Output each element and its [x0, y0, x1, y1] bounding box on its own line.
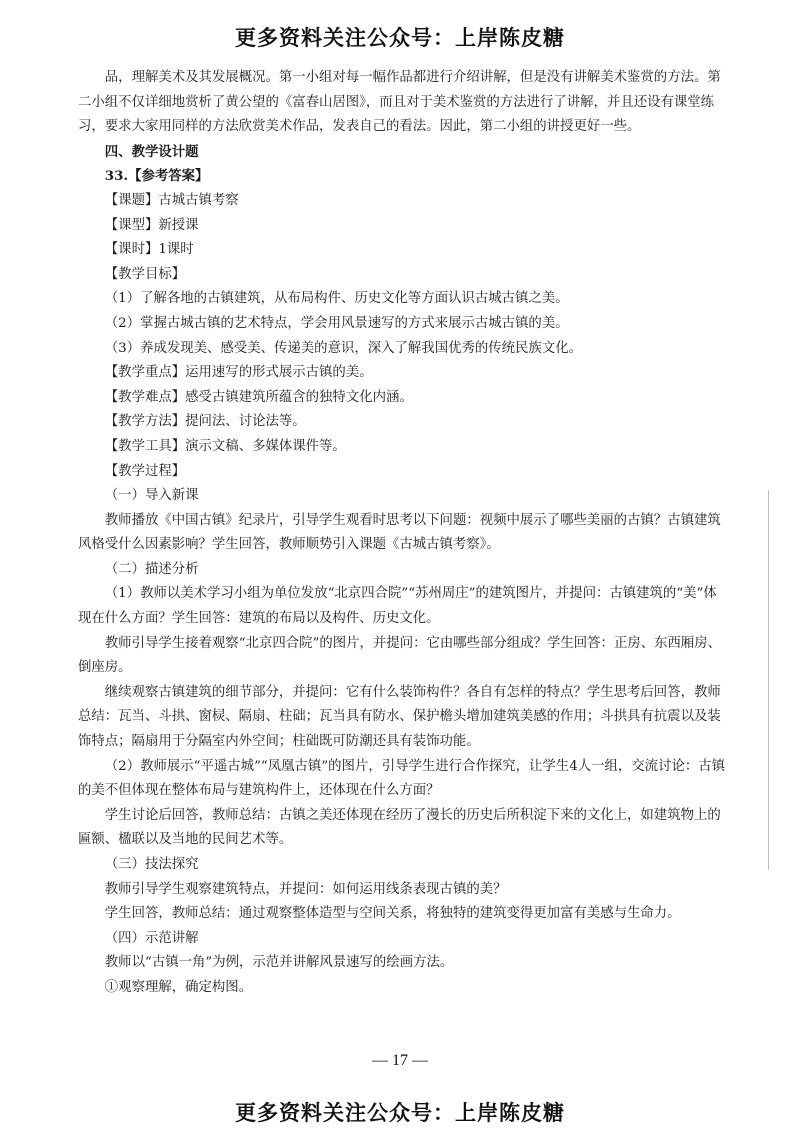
- step-heading: （二）描述分析: [104, 561, 199, 577]
- banner-bottom: 更多资料关注公众号：上岸陈皮糖: [235, 1101, 565, 1125]
- difficult-point: 【教学难点】感受古镇建筑所蕴含的独特文化内涵。: [104, 389, 413, 405]
- scan-artifact-line: [768, 490, 769, 870]
- objective-item: （2）掌握古城古镇的艺术特点，学会用风景速写的方式来展示古城古镇的美。: [104, 315, 569, 331]
- paragraph: （1）教师以美术学习小组为单位发放“北京四合院”“苏州周庄”的建筑图片，并提问：古镇建筑的“美”体现在什么方面？学生回答：建筑的布局以及构件、历史文化。: [78, 586, 717, 627]
- paragraph: 继续观察古镇建筑的细节部分，并提问：它有什么装饰构件？各自有怎样的特点？学生思考后回答，教师总结：瓦当、斗拱、窗棂、隔扇、柱础；瓦当具有防水、保护檐头增加建筑美感的作用；斗拱具有抗震以及装饰特点；隔扇用于分隔室内外空间；柱础既可防潮还具有装饰功能。: [78, 684, 721, 750]
- lesson-topic: 【课题】古城古镇考察: [104, 192, 239, 208]
- paragraph: 品，理解美术及其发展概况。第一小组对每一幅作品都进行介绍讲解，但是没有讲解美术鉴赏的方法。第二小组不仅详细地赏析了黄公望的《富春山居图》，而且对于美术鉴赏的方法进行了讲解，并且还设有课堂练习，要求大家用同样的方法欣赏美术作品，发表自己的看法。因此，第二小组的讲授更好一些。: [78, 70, 721, 135]
- paragraph: 教师引导学生接着观察“北京四合院”的图片，并提问：它由哪些部分组成？学生回答：正房、东西厢房、倒座房。: [78, 635, 722, 676]
- section-heading: 四、教学设计题: [104, 143, 199, 160]
- lesson-hours: 【课时】1课时: [104, 242, 194, 258]
- lesson-type: 【课型】新授课: [104, 217, 199, 233]
- paragraph: 教师以“古镇一角”为例，示范并讲解风景速写的绘画方法。: [104, 955, 454, 971]
- step-heading: （四）示范讲解: [104, 930, 199, 946]
- key-point: 【教学重点】运用速写的形式展示古镇的美。: [104, 365, 373, 381]
- document-body: [78, 66, 730, 1001]
- objective-item: （1）了解各地的古镇建筑，从布局构件、历史文化等方面认识古城古镇之美。: [104, 291, 569, 307]
- teaching-tools: 【教学工具】演示文稿、多媒体课件等。: [104, 438, 346, 454]
- objectives-heading: 【教学目标】: [104, 266, 186, 282]
- paragraph: 教师引导学生观察建筑特点，并提问：如何运用线条表现古镇的美？: [104, 881, 507, 897]
- step-heading: （三）技法探究: [104, 857, 199, 872]
- paragraph: 学生回答，教师总结：通过观察整体造型与空间关系，将独特的建筑变得更加富有美感与生命力。: [104, 906, 681, 922]
- page-number: — 17 —: [372, 1052, 428, 1069]
- banner-top: 更多资料关注公众号：上岸陈皮糖: [235, 26, 565, 50]
- paragraph: 教师播放《中国古镇》纪录片，引导学生观看时思考以下问题：视频中展示了哪些美丽的古镇？古镇建筑风格受什么因素影响？学生回答，教师顺势引入课题《古城古镇考察》。: [78, 512, 721, 553]
- objective-item: （3）养成发现美、感受美、传递美的意识，深入了解我国优秀的传统民族文化。: [104, 340, 582, 356]
- paragraph: （2）教师展示“平遥古城”“凤凰古镇”的图片，引导学生进行合作探究，让学生4人一组，交流讨论：古镇的美不但体现在整体布局与建筑构件上，还体现在什么方面？: [78, 758, 726, 799]
- paragraph: 学生讨论后回答，教师总结：古镇之美还体现在经历了漫长的历史后所积淀下来的文化上，如建筑物上的匾额、楹联以及当地的民间艺术等。: [78, 807, 721, 848]
- paragraph: ①观察理解，确定构图。: [104, 979, 253, 995]
- teaching-method: 【教学方法】提问法、讨论法等。: [104, 414, 306, 430]
- question-number: 33.【参考答案】: [104, 168, 209, 185]
- process-heading: 【教学过程】: [104, 463, 186, 479]
- step-heading: （一）导入新课: [104, 488, 199, 504]
